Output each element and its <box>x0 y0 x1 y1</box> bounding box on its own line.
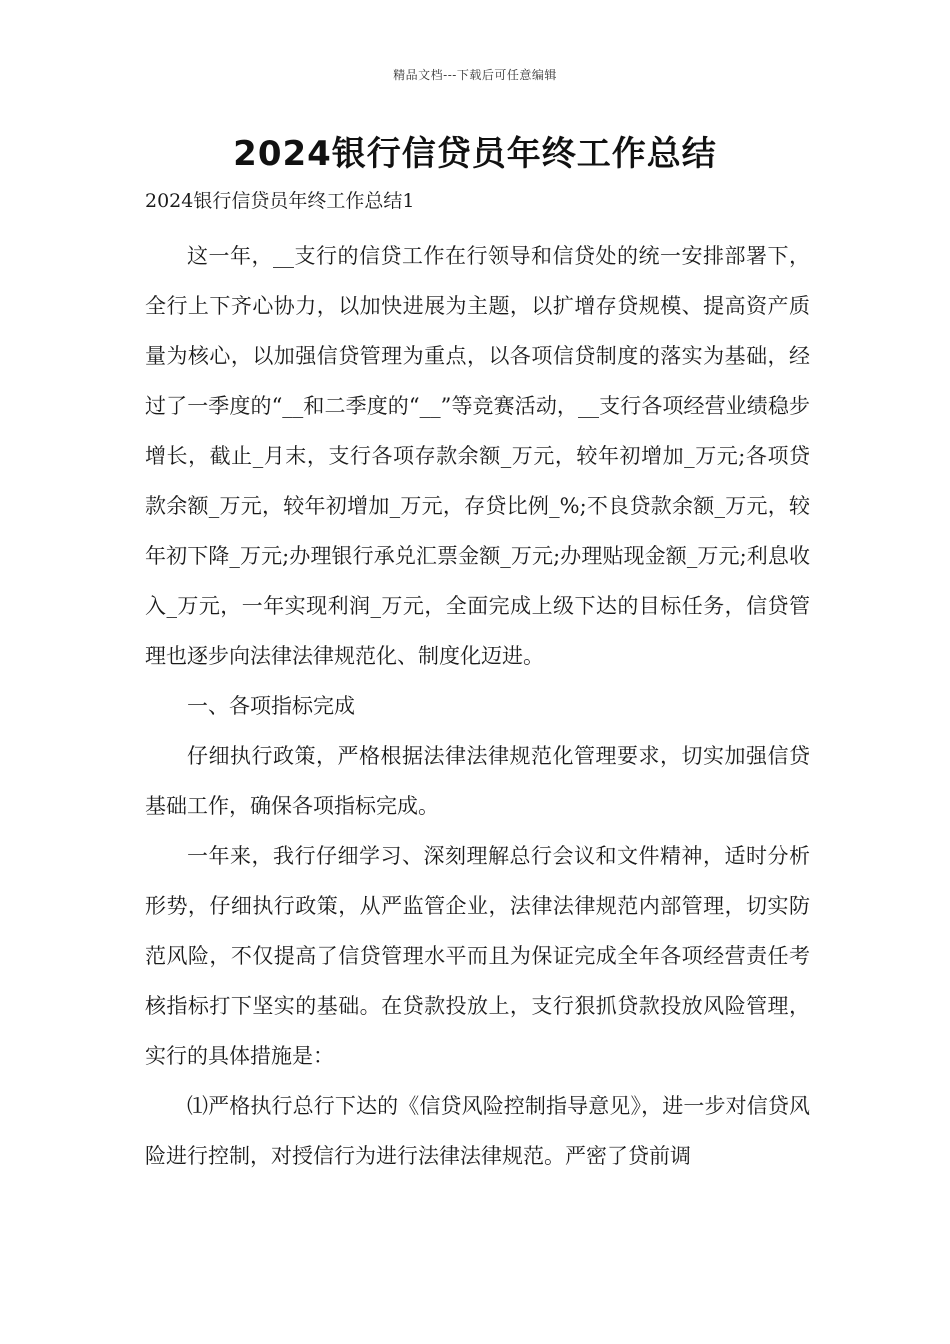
body-text <box>145 231 810 1181</box>
paragraph-year-review: 一年来，我行仔细学习、深刻理解总行会议和文件精神，适时分析形势，仔细执行政策，从严监管企业，法律法律规范内部管理，切实防范风险，不仅提高了信贷管理水平而且为保证完成全年各项经营责任考核指标打下坚实的基础。在贷款投放上，支行狠抓贷款投放风险管理，实行的具体措施是： <box>145 844 810 1068</box>
section-subtitle: 2024银行信贷员年终工作总结1 <box>145 190 415 212</box>
header-note: 精品文档---下载后可任意编辑 <box>393 68 557 82</box>
paragraph-policy: 仔细执行政策，严格根据法律法律规范化管理要求，切实加强信贷基础工作，确保各项指标完成。 <box>145 744 810 818</box>
section-heading-indicators: 一、各项指标完成 <box>187 694 355 718</box>
paragraph-intro: 这一年，__支行的信贷工作在行领导和信贷处的统一安排部署下，全行上下齐心协力，以加快进展为主题，以扩增存贷规模、提高资产质量为核心，以加强信贷管理为重点，以各项信贷制度的落实为基础，经过了一季度的“__和二季度的“__”等竞赛活动，__支行各项经营业绩稳步增长，截止_月末，支行各项存款余额_万元，较年初增加_万元;各项贷款余额_万元，较年初增加_万元，存贷比例_%;不良贷款余额_万元，较年初下降_万元;办理银行承兑汇票金额_万元;办理贴现金额_万元;利息收入_万元，一年实现利润_万元，全面完成上级下达的目标任务，信贷管理也逐步向法律法律规范化、制度化迈进。 <box>145 244 810 668</box>
page-title: 2024银行信贷员年终工作总结 <box>233 134 717 174</box>
paragraph-measure-1: ⑴严格执行总行下达的《信贷风险控制指导意见》，进一步对信贷风险进行控制，对授信行为进行法律法律规范。严密了贷前调 <box>145 1094 810 1168</box>
